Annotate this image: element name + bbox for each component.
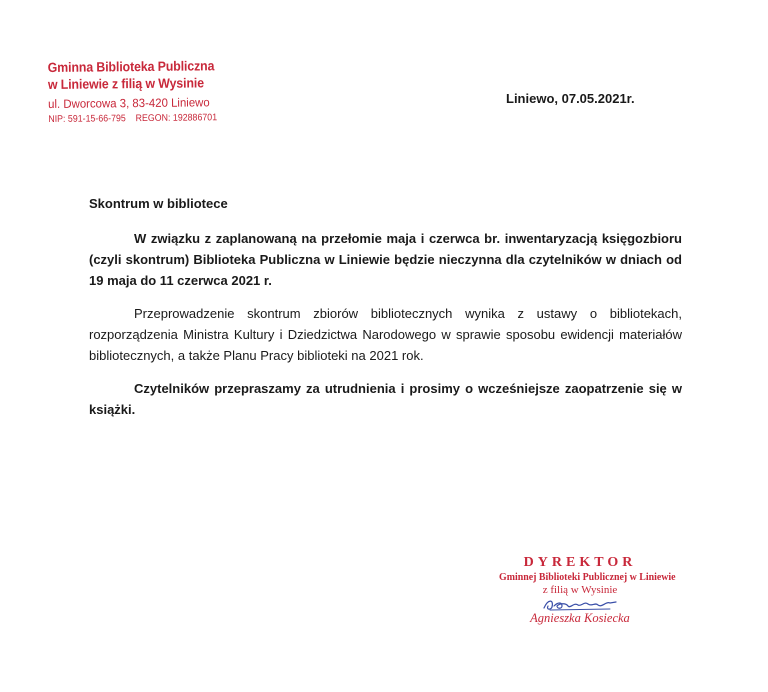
letterhead-address: ul. Dworcowa 3, 83-420 Liniewo [48,95,210,111]
letterhead-institution-line2: w Liniewie z filią w Wysinie [47,75,205,92]
document-subject: Skontrum w bibliotece [89,196,228,211]
stamp-title: DYREKTOR [523,555,637,570]
letterhead-regon: REGON: 192886701 [135,112,218,125]
stamp-director-name: Agnieszka Kosiecka [530,611,630,625]
paragraph-closure-notice: W związku z zaplanowaną na przełomie maja i czerwca br. inwentaryzacją księgozbioru (czyli skontrum) Biblioteka Publiczna w Liniewie będzie nieczynna dla czytelników w dniach od 19 maja do 11 czerwca 2021 r. [89,231,682,288]
stamp-institution: Gminnej Biblioteki Publicznej w Liniewie [499,571,676,583]
stamp-branch: z filią w Wysinie [542,584,618,596]
letterhead-stamp [48,57,239,126]
paragraph-legal-basis: Przeprowadzenie skontrum zbiorów bibliotecznych wynika z ustawy o bibliotekach, rozporządzenia Ministra Kultury i Dziedzictwa Narodowego w sprawie sposobu ewidencji materiałów bibliotecznych, a także Planu Pracy biblioteki na 2021 rok. [89,306,682,363]
letterhead-nip: NIP: 591-15-66-795 [48,113,126,125]
document-date: Liniewo, 07.05.2021r. [506,91,635,106]
letterhead-ids [48,111,223,126]
document-body [89,193,682,432]
director-stamp [490,554,676,625]
letterhead-institution-line1: Gminna Biblioteka Publiczna [47,58,215,75]
paragraph-apology: Czytelników przepraszamy za utrudnienia i prosimy o wcześniejsze zaopatrzenie się w książki. [89,381,682,417]
